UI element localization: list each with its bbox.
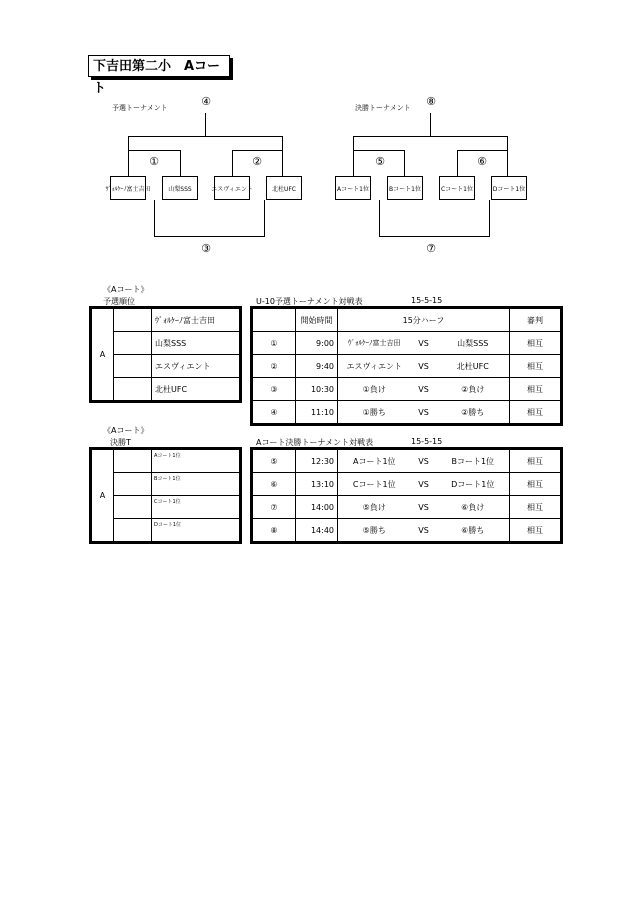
bracket-line [232, 150, 283, 151]
bracket-line [154, 236, 265, 237]
bracket-line [154, 200, 155, 236]
match-no: ⑤ [253, 450, 296, 473]
final-schedule-table [252, 449, 561, 542]
match-home: Cコート1位 [338, 473, 411, 496]
match-away: 山梨SSS [437, 332, 510, 355]
header-start-time: 開始時間 [296, 309, 338, 332]
header-format: 15分ハーフ [338, 309, 510, 332]
bracket-line [264, 200, 265, 236]
bracket-line [282, 136, 283, 176]
header-referee: 審判 [510, 309, 561, 332]
header-cell [253, 309, 296, 332]
bracket-line [205, 113, 206, 136]
match-vs: VS [411, 450, 437, 473]
rank-cell [114, 519, 152, 542]
ranking-slot: Bコート1位 [152, 473, 240, 496]
final-bracket-label: 決勝トーナメント [355, 104, 411, 112]
rank-cell [114, 332, 152, 355]
match-vs: VS [411, 401, 437, 424]
ranking-slot: Cコート1位 [152, 496, 240, 519]
match-home: Aコート1位 [338, 450, 411, 473]
match-time: 14:40 [296, 519, 338, 542]
match-home: エスヴィエント [338, 355, 411, 378]
prelim-team-box: 北杜UFC [266, 176, 302, 200]
prelim-final-no: ④ [201, 95, 211, 108]
bracket-line [128, 136, 129, 176]
prelim-schedule-table [252, 308, 561, 424]
match-vs: VS [411, 378, 437, 401]
bracket-line [489, 200, 490, 236]
rank-cell [114, 378, 152, 401]
prelim-third-place-no: ③ [201, 242, 211, 255]
page-title: 下吉田第二小 Aコート [88, 55, 230, 77]
group-label: A [92, 309, 114, 401]
match-no: ① [253, 332, 296, 355]
final-team-box: Dコート1位 [491, 176, 527, 200]
match-away: ②勝ち [437, 401, 510, 424]
bracket-line [128, 150, 181, 151]
final-court-label: 《Aコート》 [103, 426, 149, 435]
match-ref: 相互 [510, 378, 561, 401]
final-third-place-no: ⑦ [426, 242, 436, 255]
final-team-box: Bコート1位 [387, 176, 423, 200]
match-no: ② [253, 355, 296, 378]
bracket-line [430, 113, 431, 136]
match-ref: 相互 [510, 473, 561, 496]
match-vs: VS [411, 496, 437, 519]
prelim-team-box: エスヴィエント [214, 176, 250, 200]
ranking-team: エスヴィエント [152, 355, 240, 378]
match-ref: 相互 [510, 355, 561, 378]
rank-cell [114, 355, 152, 378]
match-no: ③ [253, 378, 296, 401]
rank-cell [114, 450, 152, 473]
final-semi-left-no: ⑤ [375, 155, 385, 168]
match-away: ⑥負け [437, 496, 510, 519]
match-away: 北杜UFC [437, 355, 510, 378]
prelim-schedule-date: 15-5-15 [411, 296, 443, 305]
rank-cell [114, 473, 152, 496]
prelim-team-box: ｳﾞｫﾙｹｰﾉ富士吉田 [110, 176, 146, 200]
match-ref: 相互 [510, 519, 561, 542]
match-time: 9:00 [296, 332, 338, 355]
match-ref: 相互 [510, 401, 561, 424]
match-home: ｳﾞｫﾙｹｰﾉ富士吉田 [338, 332, 411, 355]
match-no: ⑦ [253, 496, 296, 519]
rank-cell [114, 496, 152, 519]
match-vs: VS [411, 355, 437, 378]
match-home: ⑤負け [338, 496, 411, 519]
prelim-semi-left-no: ① [149, 155, 159, 168]
bracket-line [379, 200, 380, 236]
prelim-ranking-heading: 予選順位 [103, 297, 135, 306]
match-no: ⑧ [253, 519, 296, 542]
group-label: A [92, 450, 114, 542]
match-time: 14:00 [296, 496, 338, 519]
bracket-line [379, 236, 490, 237]
match-home: ①勝ち [338, 401, 411, 424]
bracket-line [507, 136, 508, 176]
match-home: ⑤勝ち [338, 519, 411, 542]
final-ranking-heading: 決勝T [110, 438, 131, 447]
match-ref: 相互 [510, 450, 561, 473]
ranking-slot: Dコート1位 [152, 519, 240, 542]
match-time: 11:10 [296, 401, 338, 424]
prelim-semi-right-no: ② [252, 155, 262, 168]
bracket-line [128, 136, 282, 137]
final-schedule-date: 15-5-15 [411, 437, 443, 446]
prelim-bracket-label: 予選トーナメント [112, 104, 168, 112]
ranking-team: 北杜UFC [152, 378, 240, 401]
prelim-ranking-table [91, 308, 240, 401]
match-time: 10:30 [296, 378, 338, 401]
match-no: ⑥ [253, 473, 296, 496]
match-no: ④ [253, 401, 296, 424]
prelim-court-label: 《Aコート》 [103, 285, 149, 294]
match-away: ⑥勝ち [437, 519, 510, 542]
match-away: Dコート1位 [437, 473, 510, 496]
bracket-line [457, 150, 458, 176]
bracket-line [232, 150, 233, 176]
final-team-box: Cコート1位 [439, 176, 475, 200]
match-time: 12:30 [296, 450, 338, 473]
prelim-schedule-title: U-10予選トーナメント対戦表 [256, 297, 363, 306]
final-semi-right-no: ⑥ [477, 155, 487, 168]
rank-cell [114, 309, 152, 332]
final-team-box: Aコート1位 [335, 176, 371, 200]
final-final-no: ⑧ [426, 95, 436, 108]
final-schedule-title: Aコート決勝トーナメント対戦表 [256, 438, 374, 447]
match-time: 9:40 [296, 355, 338, 378]
match-vs: VS [411, 473, 437, 496]
match-away: ②負け [437, 378, 510, 401]
match-time: 13:10 [296, 473, 338, 496]
final-ranking-table [91, 449, 240, 542]
match-vs: VS [411, 332, 437, 355]
match-ref: 相互 [510, 496, 561, 519]
match-home: ①負け [338, 378, 411, 401]
bracket-line [353, 136, 508, 137]
match-away: Bコート1位 [437, 450, 510, 473]
match-ref: 相互 [510, 332, 561, 355]
prelim-team-box: 山梨SSS [162, 176, 198, 200]
bracket-line [353, 136, 354, 176]
match-vs: VS [411, 519, 437, 542]
ranking-slot: Aコート1位 [152, 450, 240, 473]
ranking-team: 山梨SSS [152, 332, 240, 355]
bracket-line [180, 150, 181, 176]
bracket-line [353, 150, 405, 151]
bracket-line [457, 150, 508, 151]
ranking-team: ｳﾞｫﾙｹｰﾉ富士吉田 [152, 309, 240, 332]
bracket-line [404, 150, 405, 176]
